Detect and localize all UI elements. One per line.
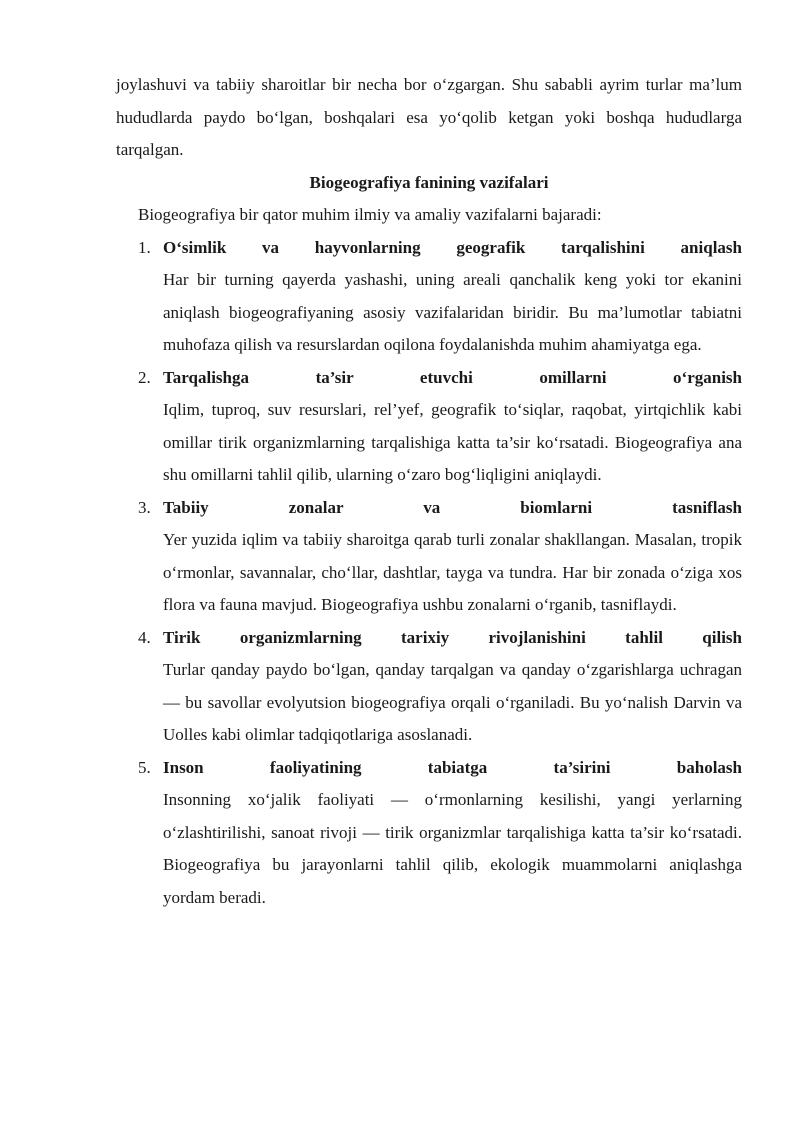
list-item <box>116 492 742 622</box>
item-description: Insonning xo‘jalik faoliyati — o‘rmonlarning kesilishi, yangi yerlarning o‘zlashtirilishi, sanoat rivoji — tirik organizmlar tarqalishiga katta ta’sir ko‘rsatadi. Biogeografiya bu jarayonlarni tahlil qilib, ekologik muammolarni aniqlashga yordam beradi. <box>163 790 742 907</box>
list-item <box>116 622 742 752</box>
list-item <box>116 752 742 915</box>
item-title: Tarqalishga ta’sir etuvchi omillarni o‘rganish <box>163 367 742 387</box>
page-content <box>116 69 742 914</box>
item-description: Yer yuzida iqlim va tabiiy sharoitga qarab turli zonalar shakllangan. Masalan, tropik o‘rmonlar, savannalar, cho‘llar, dashtlar, tayga va tundra. Har bir zonada o‘ziga xos flora va fauna mavjud. Biogeografiya ushbu zonalarni o‘rganib, tasniflaydi. <box>163 530 742 614</box>
section-heading: Biogeografiya fanining vazifalari <box>309 172 549 192</box>
intro-paragraph: joylashuvi va tabiiy sharoitlar bir necha bor o‘zgargan. Shu sababli ayrim turlar ma’lum hududlarda paydo bo‘lgan, boshqalari esa yo‘qolib ketgan yoki boshqa hududlarga tarqalgan. <box>116 75 742 159</box>
item-description: Turlar qanday paydo bo‘lgan, qanday tarqalgan va qanday o‘zgarishlarga uchragan — bu savollar evolyutsion biogeografiya orqali o‘rganiladi. Bu yo‘nalish Darvin va Uolles kabi olimlar tadqiqotlariga asoslanadi. <box>163 660 742 744</box>
item-number: 2. <box>138 367 151 387</box>
list-item <box>116 362 742 492</box>
item-description: Har bir turning qayerda yashashi, uning areali qanchalik keng yoki tor ekanini aniqlash biogeografiyaning asosiy vazifalaridan biridir. Bu ma’lumotlar tabiatni muhofaza qilish va resurslardan oqilona foydalanishda muhim ahamiyatga ega. <box>163 270 742 354</box>
task-list <box>116 232 742 915</box>
section-lead: Biogeografiya bir qator muhim ilmiy va amaliy vazifalarni bajaradi: <box>138 205 602 224</box>
item-number: 4. <box>138 627 151 647</box>
item-title: Tabiiy zonalar va biomlarni tasniflash <box>163 497 742 517</box>
item-title: Tirik organizmlarning tarixiy rivojlanishini tahlil qilish <box>163 627 742 647</box>
item-number: 1. <box>138 237 151 257</box>
item-title: O‘simlik va hayvonlarning geografik tarqalishini aniqlash <box>163 237 742 257</box>
item-number: 3. <box>138 497 151 517</box>
list-item <box>116 232 742 362</box>
item-title: Inson faoliyatining tabiatga ta’sirini baholash <box>163 757 742 777</box>
item-description: Iqlim, tuproq, suv resurslari, rel’yef, geografik to‘siqlar, raqobat, yirtqichlik kabi omillar tirik organizmlarning tarqalishiga katta ta’sir ko‘rsatadi. Biogeografiya ana shu omillarni tahlil qilib, ularning o‘zaro bog‘liqligini aniqlaydi. <box>163 400 742 484</box>
item-number: 5. <box>138 757 151 777</box>
